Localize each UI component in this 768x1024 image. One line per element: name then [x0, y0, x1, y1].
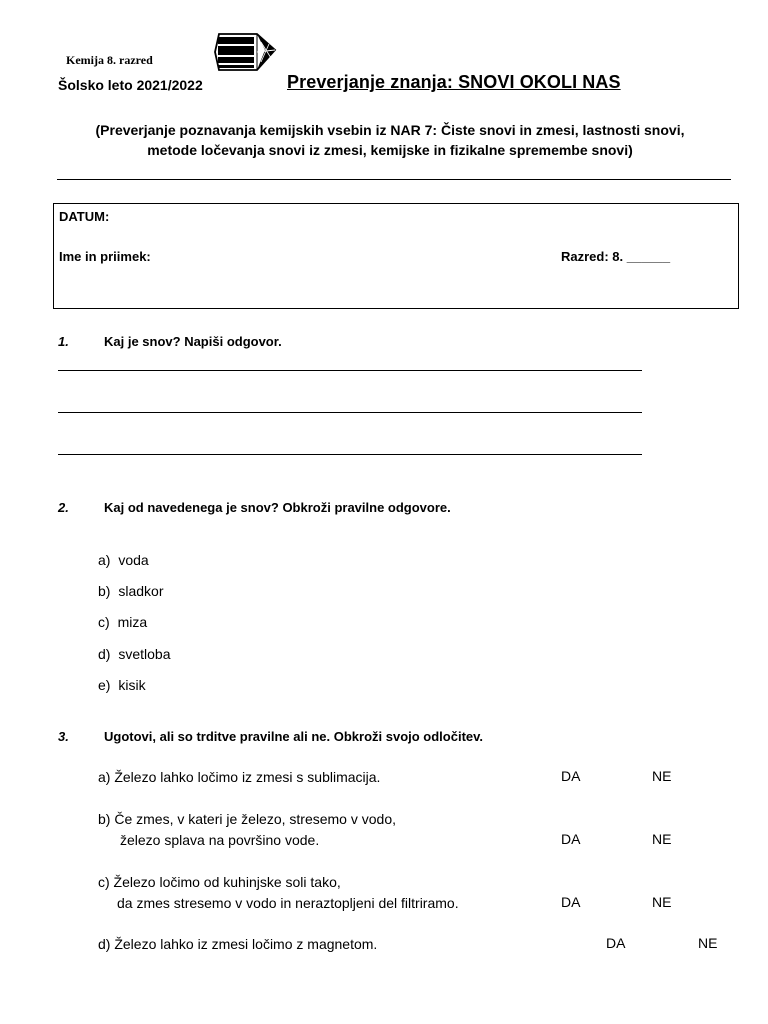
statement-a-no[interactable]: NE: [652, 768, 672, 784]
option-letter: a): [98, 552, 111, 568]
date-field[interactable]: DATUM:: [59, 209, 110, 224]
option-text: svetloba: [118, 646, 171, 662]
question-1-number: 1.: [58, 334, 69, 349]
statement-a: a) Železo lahko ločimo iz zmesi s sublimacija.: [98, 769, 381, 785]
option-text: kisik: [118, 677, 146, 693]
question-2-text: Kaj od navedenega je snov? Obkroži pravilne odgovore.: [104, 500, 451, 515]
statement-c-yes[interactable]: DA: [561, 894, 581, 910]
option-d[interactable]: [98, 646, 171, 662]
page-title: Preverjanje znanja: SNOVI OKOLI NAS: [287, 72, 621, 92]
header-divider: [57, 179, 731, 180]
question-1-text: Kaj je snov? Napiši odgovor.: [104, 334, 282, 349]
option-letter: c): [98, 614, 110, 630]
statement-b-line-2: železo splava na površino vode.: [120, 832, 320, 848]
statement-a-yes[interactable]: DA: [561, 768, 581, 784]
name-field[interactable]: Ime in priimek:: [59, 249, 151, 264]
statement-c-line-2: da zmes stresemo v vodo in neraztopljeni del filtriramo.: [117, 895, 459, 911]
school-logo: [213, 32, 277, 72]
option-e[interactable]: [98, 677, 146, 693]
class-field[interactable]: Razred: 8. ______: [561, 249, 671, 264]
statement-b-yes[interactable]: DA: [561, 831, 581, 847]
option-letter: e): [98, 677, 111, 693]
answer-line-2[interactable]: [58, 412, 642, 413]
question-2-number: 2.: [58, 500, 69, 515]
subtitle: [40, 120, 740, 160]
question-3-number: 3.: [58, 729, 69, 744]
option-text: voda: [118, 552, 149, 568]
option-c[interactable]: [98, 614, 147, 630]
statement-d-no[interactable]: NE: [698, 935, 718, 951]
statement-b-no[interactable]: NE: [652, 831, 672, 847]
option-text: sladkor: [118, 583, 164, 599]
option-text: miza: [117, 614, 148, 630]
subtitle-line-2: metode ločevanja snovi iz zmesi, kemijske in fizikalne spremembe snovi): [147, 142, 633, 158]
option-b[interactable]: [98, 583, 163, 599]
option-letter: d): [98, 646, 111, 662]
subject-label: Kemija 8. razred: [66, 53, 153, 67]
statement-d: d) Železo lahko iz zmesi ločimo z magnetom.: [98, 936, 378, 952]
school-logo-icon: [213, 32, 277, 72]
student-info-box: [53, 203, 739, 309]
answer-line-1[interactable]: [58, 370, 642, 371]
statement-c-line-1: c) Železo ločimo od kuhinjske soli tako,: [98, 874, 341, 890]
statement-c-no[interactable]: NE: [652, 894, 672, 910]
statement-b-line-1: b) Če zmes, v kateri je železo, stresemo v vodo,: [98, 811, 396, 827]
statement-d-yes[interactable]: DA: [606, 935, 626, 951]
answer-line-3[interactable]: [58, 454, 642, 455]
school-year: Šolsko leto 2021/2022: [58, 77, 203, 93]
option-letter: b): [98, 583, 111, 599]
option-a[interactable]: [98, 552, 149, 568]
subtitle-line-1: (Preverjanje poznavanja kemijskih vsebin iz NAR 7: Čiste snovi in zmesi, lastnosti snovi,: [95, 122, 685, 138]
question-3-text: Ugotovi, ali so trditve pravilne ali ne. Obkroži svojo odločitev.: [104, 729, 484, 744]
